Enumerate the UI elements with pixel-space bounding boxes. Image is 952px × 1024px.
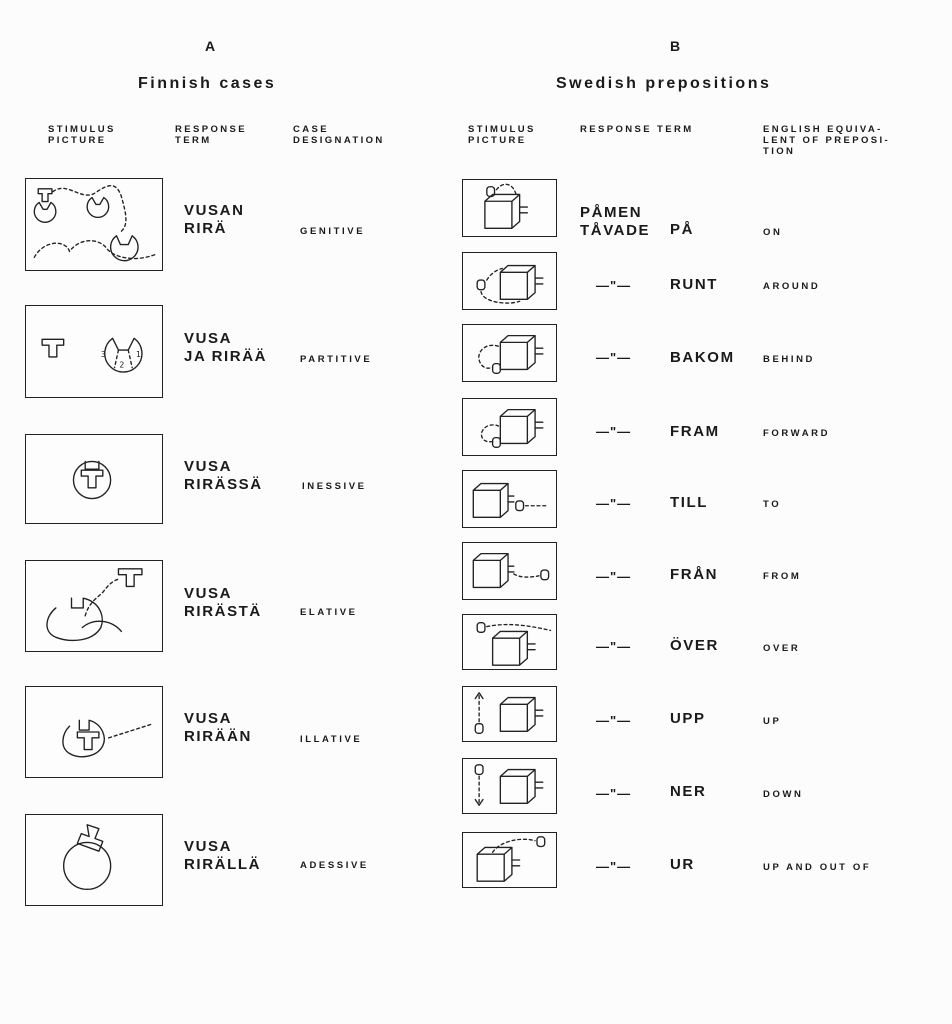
preposition-on: PÅ (670, 221, 695, 238)
ditto-over: —"— (596, 639, 632, 654)
behind-picture (462, 324, 557, 382)
ditto-from: —"— (596, 569, 632, 584)
ditto-up-and-out-of: —"— (596, 859, 632, 874)
response-term-inessive: VUSA RIRÄSSÄ (184, 458, 263, 493)
preposition-up: UPP (670, 710, 706, 727)
preposition-up-and-out-of: UR (670, 856, 695, 873)
panel-a-letter: A (205, 38, 218, 54)
panel-b-english-header: ENGLISH EQUIVA- LENT OF PREPOSI- TION (763, 124, 891, 157)
adessive-picture (25, 814, 163, 906)
case-genitive: GENITIVE (300, 226, 366, 237)
around-picture (462, 252, 557, 310)
preposition-around: RUNT (670, 276, 719, 293)
case-inessive: INESSIVE (302, 481, 367, 492)
forward-picture (462, 398, 557, 456)
panel-b-letter: B (670, 38, 683, 54)
case-adessive: ADESSIVE (300, 860, 369, 871)
on-picture (462, 179, 557, 237)
english-around: AROUND (763, 281, 821, 292)
response-term-elative: VUSA RIRÄSTÄ (184, 585, 262, 620)
response-term-partitive: VUSA JA RIRÄÄ (184, 330, 268, 365)
ditto-to: —"— (596, 496, 632, 511)
english-to: TO (763, 499, 782, 510)
english-down: DOWN (763, 789, 804, 800)
ditto-around: —"— (596, 278, 632, 293)
panel-b-response-header: RESPONSE TERM (580, 124, 694, 135)
english-from: FROM (763, 571, 802, 582)
illative-picture (25, 686, 163, 778)
english-behind: BEHIND (763, 354, 816, 365)
case-elative: ELATIVE (300, 607, 358, 618)
preposition-down: NER (670, 783, 707, 800)
response-term-illative: VUSA RIRÄÄN (184, 710, 252, 745)
case-illative: ILLATIVE (300, 734, 363, 745)
partitive-number-2: 2 (119, 360, 125, 370)
up-picture (462, 686, 557, 742)
english-over: OVER (763, 643, 801, 654)
preposition-over: ÖVER (670, 637, 719, 654)
english-forward: FORWARD (763, 428, 831, 439)
partitive-number-3: 3 (100, 349, 106, 359)
preposition-forward: FRAM (670, 423, 720, 440)
ditto-behind: —"— (596, 350, 632, 365)
english-on: ON (763, 227, 783, 238)
response-term-genitive: VUSAN RIRÄ (184, 202, 245, 237)
preposition-behind: BAKOM (670, 349, 735, 366)
partitive-picture (25, 305, 163, 398)
first-response-term: PÅMEN TÅVADE (580, 204, 651, 239)
preposition-from: FRÅN (670, 566, 719, 583)
panel-a-title: Finnish cases (138, 75, 277, 92)
panel-a-case-header: CASE DESIGNATION (293, 124, 385, 146)
over-picture (462, 614, 557, 670)
english-up-and-out-of: UP AND OUT OF (763, 862, 872, 873)
down-picture (462, 758, 557, 814)
to-picture (462, 470, 557, 528)
preposition-to: TILL (670, 494, 709, 511)
panel-a-response-header: RESPONSE TERM (175, 124, 247, 146)
elative-picture (25, 560, 163, 652)
response-term-adessive: VUSA RIRÄLLÄ (184, 838, 262, 873)
ditto-down: —"— (596, 786, 632, 801)
up-and-out-of-picture (462, 832, 557, 888)
panel-a-stimulus-header: STIMULUS PICTURE (48, 124, 116, 146)
english-up: UP (763, 716, 782, 727)
case-partitive: PARTITIVE (300, 354, 373, 365)
panel-b-title: Swedish prepositions (556, 75, 772, 92)
ditto-forward: —"— (596, 424, 632, 439)
inessive-picture (25, 434, 163, 524)
genitive-picture (25, 178, 163, 271)
partitive-number-1: 1 (136, 349, 142, 359)
panel-b-stimulus-header: STIMULUS PICTURE (468, 124, 536, 146)
ditto-up: —"— (596, 713, 632, 728)
from-picture (462, 542, 557, 600)
